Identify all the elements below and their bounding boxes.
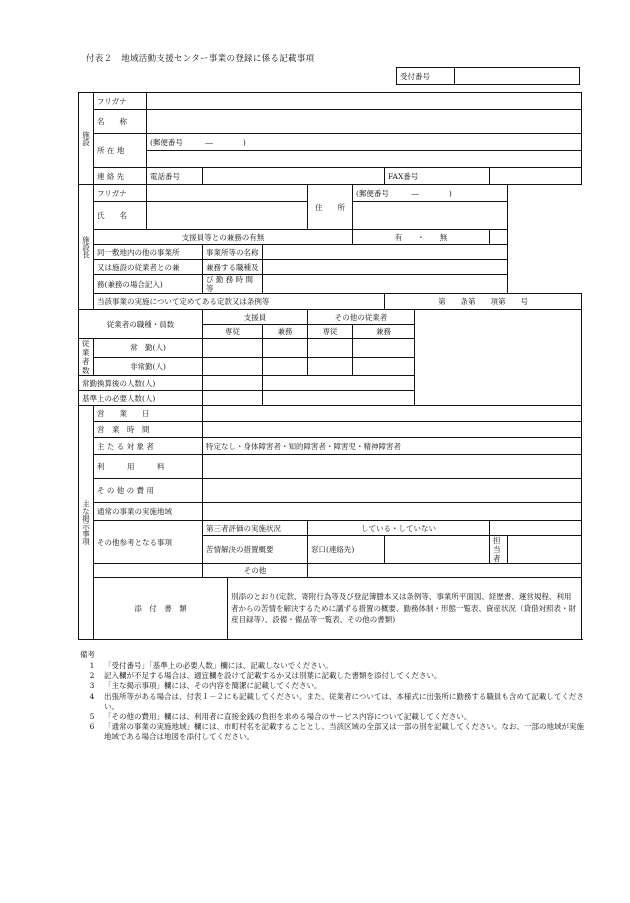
note-text: 記入欄が不足する場合は、適宜欄を設けて記載するか又は別葉に記載した書類を添付してください。 [104, 671, 442, 681]
facility-fax-field[interactable] [490, 168, 582, 185]
other-converted-field[interactable] [263, 376, 415, 391]
registration-form-table [78, 92, 582, 640]
director-name-field[interactable] [147, 202, 308, 230]
staff-blank-area [415, 310, 582, 406]
part-time-count-label: 非常勤(人) [94, 357, 203, 376]
reference-blank [94, 564, 203, 578]
person-in-charge-field[interactable] [508, 536, 582, 564]
converted-count-label: 常勤換算後の人数(人) [79, 376, 203, 391]
note-text: 「主な掲示事項」欄には、その内容を簡潔に記載してください。 [104, 681, 322, 691]
articles-label: 当該事業の実施について定めてある定款又は条例等 [94, 294, 385, 310]
notes-section [80, 650, 584, 742]
other-fulltime-part[interactable] [308, 357, 353, 376]
duty-label-line2: び 勤 務 時 間 等 [203, 275, 263, 294]
director-group-label: 施設長 [79, 185, 94, 310]
other-concurrent-part[interactable] [353, 357, 415, 376]
support-converted-field[interactable] [203, 376, 263, 391]
target-users-options[interactable]: 特定なし・身体障害者・知的障害者・障害児・精神障害者 [203, 438, 582, 455]
receipt-number-box [396, 67, 580, 85]
support-fulltime-header: 専従 [203, 325, 263, 339]
note-item [80, 681, 584, 691]
other-fulltime-header: 専従 [308, 325, 353, 339]
note-number: 3 [89, 681, 95, 691]
note-item [80, 661, 584, 671]
duty-field[interactable] [263, 260, 508, 275]
note-number: 6 [89, 721, 95, 731]
other-items-label: その他 [203, 564, 308, 578]
facility-address-field[interactable] [147, 151, 582, 168]
other-costs-field[interactable] [203, 479, 582, 503]
facility-name-field[interactable] [147, 110, 582, 134]
note-text: 「通常の事業の実施地域」欄には、市町村名を記載することとし、当該区域の全部又は一部の別を記載してください。なお、一部の地域が実施地域である場合は地図を添付してください。 [104, 721, 584, 741]
support-staff-header: 支援員 [203, 310, 308, 325]
support-fulltime-regular[interactable] [203, 339, 263, 358]
regular-count-label: 常 勤(人) [94, 339, 203, 358]
required-count-label: 基準上の必要人数(人) [79, 391, 203, 406]
concurrent-blank [490, 230, 508, 245]
receipt-number-label: 受付番号 [397, 68, 455, 85]
support-concurrent-header: 兼務 [263, 325, 308, 339]
business-hours-field[interactable] [203, 422, 582, 438]
note-text: 「その他の費用」欄には、利用者に直接金銭の負担を求める場合のサービス内容について記載してください。 [104, 711, 472, 721]
notes-heading: 備考 [80, 650, 95, 659]
third-party-blank [490, 521, 582, 536]
note-text: 「受付番号」「基準上の必要人数」欄には、記載しないでください。 [104, 661, 333, 671]
director-furigana-field[interactable] [147, 185, 308, 202]
note-item [80, 692, 584, 712]
duty-field-2[interactable] [263, 275, 508, 294]
other-office-label-line3: 務(兼務の場合記入) [94, 275, 203, 294]
other-concurrent-header: 兼務 [353, 325, 415, 339]
business-days-field[interactable] [203, 406, 582, 422]
facility-group-label: 施設 [79, 93, 94, 185]
director-furigana-label: フリガナ [94, 185, 147, 202]
other-items-field[interactable] [308, 564, 582, 578]
complaint-measures-label: 苦情解決の措置概要 [203, 536, 308, 564]
other-office-label-line1: 同一敷地内の他の事業所 [94, 245, 203, 260]
support-concurrent-regular[interactable] [263, 339, 308, 358]
attachments-label: 添 付 書 類 [94, 578, 228, 640]
director-address-label: 住 所 [308, 185, 353, 230]
note-number: 1 [89, 661, 95, 671]
facility-furigana-label: フリガナ [94, 93, 147, 110]
other-concurrent-regular[interactable] [353, 339, 415, 358]
other-costs-label: そ の 他 の 費 用 [94, 479, 203, 503]
target-users-label: 主 た る 対 象 者 [94, 438, 203, 455]
other-required-field[interactable] [263, 391, 415, 406]
staff-count-label: 従業者数 [79, 339, 94, 376]
form-title: 付表２ 地域活動支援センター事業の登録に係る記載事項 [86, 54, 315, 64]
facility-fax-label: FAX番号 [385, 168, 490, 185]
facility-postal-code[interactable]: (郵便番号 ― ) [147, 134, 582, 151]
person-in-charge-label: 担 当 者 [490, 536, 508, 564]
service-area-label: 通常の事業の実施地域 [94, 503, 203, 521]
facility-address-label: 所 在 地 [94, 134, 147, 168]
director-address-field[interactable] [353, 202, 508, 230]
business-days-label: 営 業 日 [94, 406, 203, 422]
receipt-number-field[interactable] [455, 68, 580, 85]
other-staff-header: その他の従業者 [308, 310, 415, 325]
other-fulltime-regular[interactable] [308, 339, 353, 358]
articles-number-field[interactable]: 第 条第 項第 号 [385, 294, 582, 310]
business-hours-label: 営 業 時 間 [94, 422, 203, 438]
support-required-field[interactable] [203, 391, 263, 406]
office-name-field[interactable] [263, 245, 508, 260]
service-area-field[interactable] [203, 503, 582, 521]
facility-name-label: 名 称 [94, 110, 147, 134]
attachments-text: 別添のとおり(定款、寄附行為等及び登記簿謄本又は条例等、事業所平面図、経歴書、運営規程、利用者からの苦情を解決するために講ずる措置の概要、勤務体制・形態一覧表、資産状況（貸借対照表・財産目録等）、設備・備品等一覧表、その他の書類) [228, 578, 582, 640]
usage-fee-field[interactable] [203, 455, 582, 479]
note-number: 5 [89, 711, 95, 721]
note-number: 4 [89, 691, 95, 701]
third-party-eval-options[interactable]: している・していない [308, 521, 490, 536]
usage-fee-label: 利 用 料 [94, 455, 203, 479]
duty-label-line1: 兼務する職種及 [203, 260, 263, 275]
main-items-group-label: 主な掲示事項 [79, 406, 94, 640]
note-number: 2 [89, 671, 95, 681]
note-item [80, 722, 584, 742]
office-name-label: 事業所等の名称 [203, 245, 263, 260]
support-concurrent-part[interactable] [263, 357, 308, 376]
contact-window-field[interactable] [385, 536, 490, 564]
director-name-label: 氏 名 [94, 202, 147, 230]
note-text: 出張所等がある場合は、付表１－２にも記載してください。また、従業者については、本様式に出張所に勤務する職員も含めて記載してください。 [104, 691, 584, 711]
concurrent-duty-label: 支援員等との兼務の有無 [94, 230, 353, 245]
facility-phone-field[interactable] [203, 168, 385, 185]
contact-window-label: 窓口(連絡先) [308, 536, 385, 564]
concurrent-yes-no[interactable]: 有 ・ 無 [353, 230, 490, 245]
reference-items-label: その他参考となる事項 [94, 521, 203, 564]
note-item [80, 712, 584, 722]
other-office-label-line2: 又は施設の従業者との兼 [94, 260, 203, 275]
third-party-eval-label: 第三者評価の実施状況 [203, 521, 308, 536]
facility-phone-label: 電話番号 [147, 168, 203, 185]
facility-contact-label: 連 絡 先 [94, 168, 147, 185]
note-item [80, 671, 584, 681]
staff-header: 従業者の職種・員数 [79, 310, 203, 339]
director-postal-code[interactable]: (郵便番号 ― ) [353, 185, 508, 202]
facility-furigana-field[interactable] [147, 93, 582, 110]
support-fulltime-part[interactable] [203, 357, 263, 376]
